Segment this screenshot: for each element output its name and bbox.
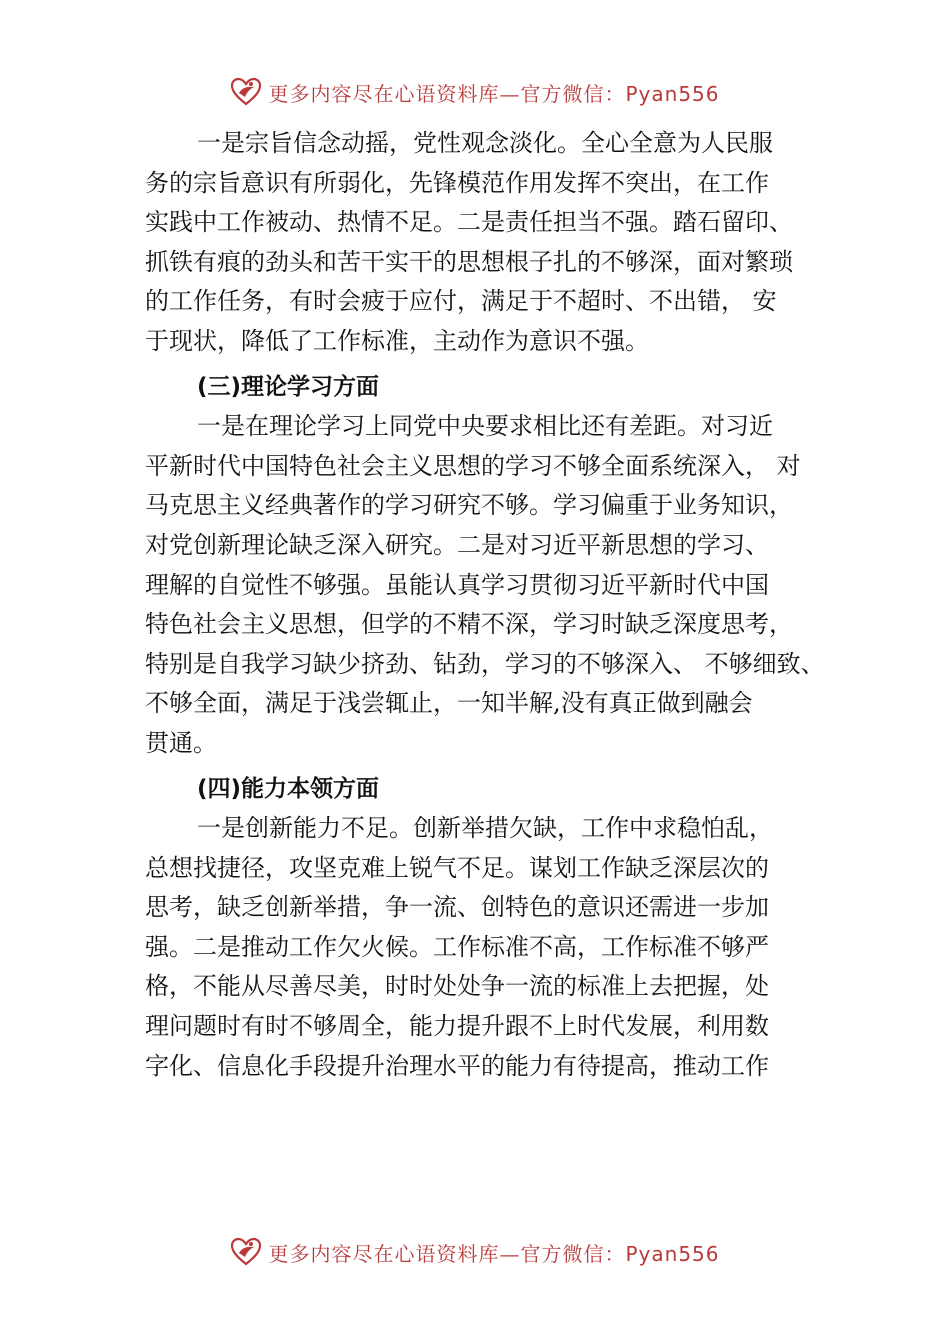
section-heading-theory-study: (三)理论学习方面 [197,373,380,400]
text-line: 贯通。 [145,728,217,757]
text-line: 格，不能从尽善尽美，时时处处争一流的标准上去把握，处 [145,972,769,1001]
text-line: 特别是自我学习缺少挤劲、钻劲，学习的不够深入、 不够细致、 [145,649,825,678]
text-line: 抓铁有痕的劲头和苦干实干的思想根子扎的不够深，面对繁琐 [145,247,793,276]
text-line: 不够全面，满足于浅尝辄止，一知半解,没有真正做到融会 [145,689,753,718]
document-body [145,124,835,1086]
text-line: 平新时代中国特色社会主义思想的学习不够全面系统深入， 对 [145,451,801,480]
wechat-handle: Pyan556 [625,81,720,106]
text-line: 特色社会主义思想，但学的不精不深，学习时缺乏深度思考， [145,610,793,639]
section-heading-ability: (四)能力本领方面 [197,775,380,802]
watermark-text: 更多内容尽在心语资料库—官方微信：Pyan556 [268,1241,720,1266]
paragraph-ability [145,809,835,1086]
text-line: 思考，缺乏创新举措，争一流、创特色的意识还需进一步加 [145,893,769,922]
paragraph-party-spirit [145,124,835,362]
text-line: 一是创新能力不足。创新举措欠缺，工作中求稳怕乱， [197,814,773,843]
text-line: 强。二是推动工作欠火候。工作标准不高，工作标准不够严 [145,932,769,961]
watermark-text: 更多内容尽在心语资料库—官方微信：Pyan556 [268,81,720,106]
text-line: 实践中工作被动、热情不足。二是责任担当不强。踏石留印、 [145,208,793,237]
text-line: 总想找捷径，攻坚克难上锐气不足。谋划工作缺乏深层次的 [145,853,769,882]
wechat-handle: Pyan556 [625,1241,720,1266]
text-line: 务的宗旨意识有所弱化，先锋模范作用发挥不突出，在工作 [145,168,769,197]
footer-watermark [0,1232,950,1272]
text-line: 字化、信息化手段提升治理水平的能力有待提高，推动工作 [145,1051,769,1080]
heart-bird-logo-icon [230,1236,262,1268]
text-line: 理问题时有时不够周全，能力提升跟不上时代发展，利用数 [145,1012,769,1041]
text-line: 对党创新理论缺乏深入研究。二是对习近平新思想的学习、 [145,530,769,559]
text-line: 一是宗旨信念动摇，党性观念淡化。全心全意为人民服 [197,129,773,157]
text-line: 马克思主义经典著作的学习研究不够。学习偏重于业务知识， [145,491,793,520]
header-watermark [0,72,950,112]
text-line: 一是在理论学习上同党中央要求相比还有差距。对习近 [197,412,773,441]
paragraph-theory-study [145,407,835,763]
text-line: 的工作任务，有时会疲于应付，满足于不超时、不出错， 安 [145,287,777,316]
text-line: 理解的自觉性不够强。虽能认真学习贯彻习近平新时代中国 [145,570,769,599]
heart-bird-logo-icon [230,76,262,108]
text-line: 于现状，降低了工作标准，主动作为意识不强。 [145,326,649,355]
